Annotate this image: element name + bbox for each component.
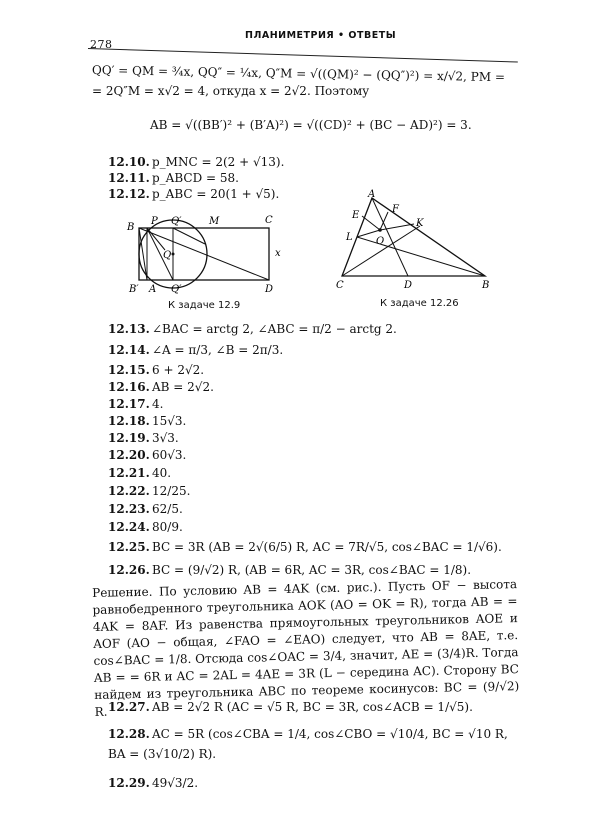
header-rule bbox=[88, 48, 518, 63]
running-title: ПЛАНИМЕТРИЯ • ОТВЕТЫ bbox=[245, 30, 397, 41]
fig2-label-d: D bbox=[404, 280, 413, 291]
answer-12-26: 12.26. BC = (9/√2) R, (AB = 6R, AC = 3R, cos∠BAC = 1/8). bbox=[108, 563, 472, 577]
fig1-label-d: D bbox=[265, 284, 274, 295]
fig1-label-b-prime: B′ bbox=[129, 284, 139, 295]
answer-12-15: 12.15. 6 + 2√2. bbox=[108, 363, 205, 377]
answer-12-12: 12.12. p_ABC = 20(1 + √5). bbox=[108, 187, 280, 201]
equation-ab: AB = √((BB′)² + (B′A)²) = √((CD)² + (BC − AD)²) = 3. bbox=[150, 118, 472, 132]
answer-12-27: 12.27. AB = 2√2 R (AC = √5 R, BC = 3R, cos∠ACB = 1/√5). bbox=[108, 700, 473, 714]
answer-12-10: 12.10. p_MNC = 2(2 + √13). bbox=[108, 155, 285, 169]
fig1-label-x: x bbox=[275, 248, 281, 259]
text-line-2: = 2Q″M = x√2 = 4, откуда x = 2√2. Поэтому bbox=[92, 84, 370, 98]
figure-12-26-caption: К задаче 12.26 bbox=[380, 298, 459, 309]
fig2-label-f: F bbox=[392, 204, 399, 215]
fig2-label-e: E bbox=[352, 210, 360, 221]
answer-12-14: 12.14. ∠A = π/3, ∠B = 2π/3. bbox=[108, 343, 284, 357]
fig2-label-b: B bbox=[482, 280, 490, 291]
fig2-label-o: O bbox=[376, 236, 385, 247]
solution-12-26: Решение. По условию AB = 4AK (см. рис.). Пусть OF − высота равнобедренного треугольника AOK (AO = OK = R), тогда AB = = 4AK = 8AF. Из равенства прямоугольных треугольников AOE и AOF (AO − общая, ∠FAO = ∠EAO) следует, что AB = 8AE, т.е. cos∠BAC = 1/8. Отсюда cos∠OAC = 3/4, значит, AE = (3/4)R. Тогда AB = = 6R и AC = 2AL = 4AE = 3R (L − середина AC). Сторону BC найдем из треугольника ABC по теореме косинусов: BC = (9/√2) R. bbox=[92, 577, 520, 719]
fig1-label-m: M bbox=[209, 216, 220, 227]
answer-12-16: 12.16. AB = 2√2. bbox=[108, 380, 214, 394]
fig1-label-a: A bbox=[149, 284, 157, 295]
answer-12-22: 12.22. 12/25. bbox=[108, 484, 191, 498]
fig1-label-c: C bbox=[265, 215, 273, 226]
answer-12-29: 12.29. 49√3/2. bbox=[108, 776, 199, 790]
fig1-label-q-prime-top: Q′ bbox=[171, 216, 182, 227]
answer-12-28: 12.28. AC = 5R (cos∠CBA = 1/4, cos∠CBO = √10/4, BC = √10 R, BA = (3√10/2) R). bbox=[108, 727, 508, 761]
answer-12-21: 12.21. 40. bbox=[108, 466, 172, 480]
answer-12-23: 12.23. 62/5. bbox=[108, 502, 183, 516]
figure-12-26 bbox=[330, 188, 500, 293]
answer-12-17: 12.17. 4. bbox=[108, 397, 164, 411]
answer-12-24: 12.24. 80/9. bbox=[108, 520, 183, 534]
fig1-label-p: P bbox=[151, 216, 158, 227]
answer-12-25: 12.25. BC = 3R (AB = 2√(6/5) R, AC = 7R/√5, cos∠BAC = 1/√6). bbox=[108, 540, 502, 554]
answer-12-13: 12.13. ∠BAC = arctg 2, ∠ABC = π/2 − arctg 2. bbox=[108, 322, 397, 336]
fig2-label-a: A bbox=[368, 189, 376, 200]
answer-12-18: 12.18. 15√3. bbox=[108, 414, 187, 428]
figure-12-9-caption: К задаче 12.9 bbox=[168, 300, 241, 311]
fig2-label-l: L bbox=[346, 232, 353, 243]
answer-12-20: 12.20. 60√3. bbox=[108, 448, 187, 462]
fig2-label-c: C bbox=[336, 280, 344, 291]
answer-12-11: 12.11. p_ABCD = 58. bbox=[108, 171, 239, 185]
fig1-label-b: B bbox=[127, 222, 135, 233]
page-number: 278 bbox=[90, 38, 113, 51]
answer-12-19: 12.19. 3√3. bbox=[108, 431, 179, 445]
fig2-label-k: K bbox=[416, 218, 424, 229]
fig1-label-q: Q bbox=[163, 250, 172, 261]
text-line-1: QQ′ = QM = ¾x, QQ″ = ¼x, Q″M = √((QM)² − (QQ″)²) = x/√2, PM = bbox=[91, 63, 506, 85]
figure-12-9 bbox=[125, 210, 295, 295]
fig1-label-q-prime-bottom: Q′ bbox=[171, 284, 182, 295]
